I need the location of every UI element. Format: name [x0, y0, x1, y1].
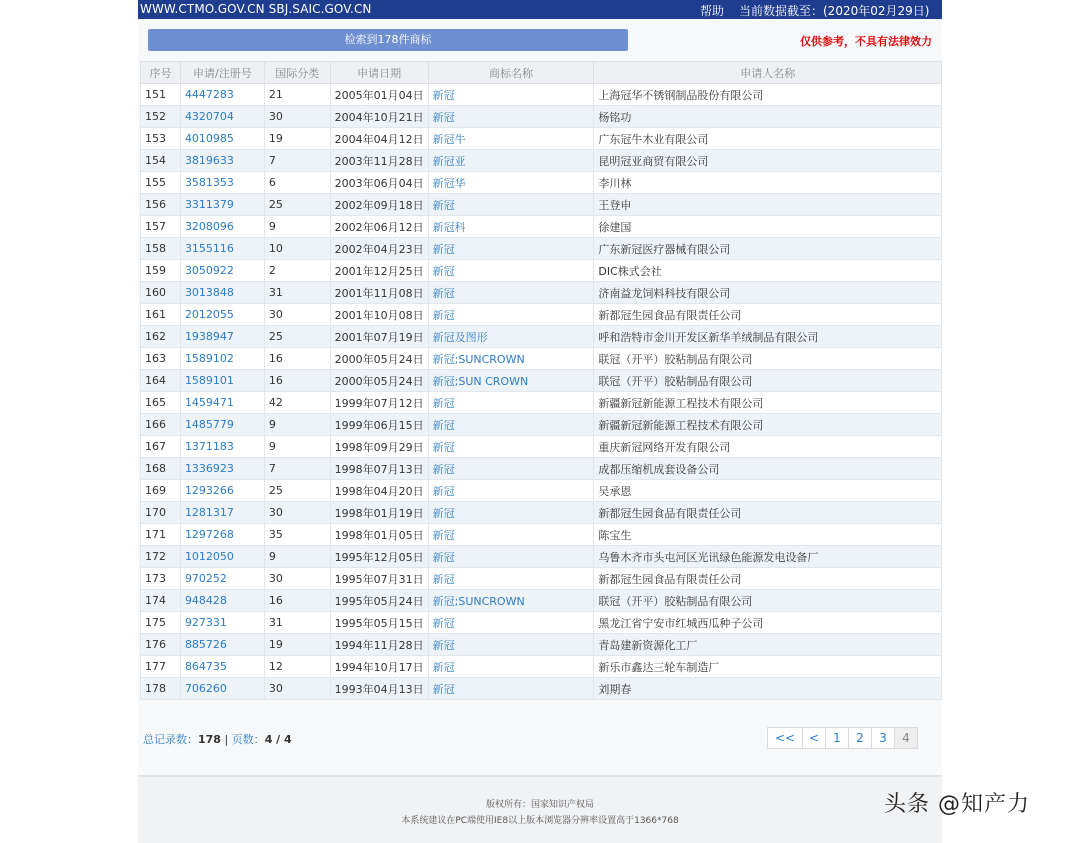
cell-class: 9 — [264, 436, 330, 458]
table-row — [141, 282, 942, 304]
cell-index: 167 — [141, 436, 181, 458]
cell-reg-number[interactable]: 2012055 — [180, 304, 264, 326]
cell-date: 2002年09月18日 — [330, 194, 428, 216]
cell-mark-name[interactable]: 新冠 — [428, 238, 594, 260]
table-row — [141, 304, 942, 326]
cell-date: 1998年07月13日 — [330, 458, 428, 480]
cell-class: 30 — [264, 502, 330, 524]
table-row — [141, 326, 942, 348]
cell-date: 2001年11月08日 — [330, 282, 428, 304]
table-row — [141, 612, 942, 634]
cell-mark-name[interactable]: 新冠科 — [428, 216, 594, 238]
cell-applicant: 济南益龙饲料科技有限公司 — [594, 282, 942, 304]
table-row — [141, 546, 942, 568]
cell-date: 1998年01月05日 — [330, 524, 428, 546]
table-row — [141, 678, 942, 700]
cell-index: 176 — [141, 634, 181, 656]
cell-index: 158 — [141, 238, 181, 260]
cell-index: 161 — [141, 304, 181, 326]
cell-applicant: 上海冠华不锈钢制品股份有限公司 — [594, 84, 942, 106]
table-header-row — [141, 62, 942, 84]
cell-reg-number[interactable]: 948428 — [180, 590, 264, 612]
cell-mark-name[interactable]: 新冠;SUNCROWN — [428, 590, 594, 612]
cell-index: 177 — [141, 656, 181, 678]
cell-mark-name[interactable]: 新冠 — [428, 678, 594, 700]
cell-applicant: 联冠（开平）胶粘制品有限公司 — [594, 590, 942, 612]
page-1-button[interactable]: 1 — [825, 727, 849, 749]
cell-reg-number[interactable]: 706260 — [180, 678, 264, 700]
table-row — [141, 106, 942, 128]
cell-applicant: 新都冠生园食品有限责任公司 — [594, 568, 942, 590]
cell-class: 7 — [264, 458, 330, 480]
column-header-date: 申请日期 — [330, 62, 428, 84]
table-row — [141, 348, 942, 370]
cell-index: 165 — [141, 392, 181, 414]
cell-reg-number[interactable]: 1589102 — [180, 348, 264, 370]
pagination — [768, 727, 918, 749]
footer-copyright: 版权所有：国家知识产权局 — [485, 800, 594, 810]
cell-class: 30 — [264, 106, 330, 128]
cell-mark-name[interactable]: 新冠 — [428, 502, 594, 524]
summary-separator: | — [224, 733, 229, 746]
table-row — [141, 524, 942, 546]
footer — [138, 775, 942, 843]
cell-class: 16 — [264, 590, 330, 612]
cell-mark-name[interactable]: 新冠 — [428, 480, 594, 502]
cell-date: 2000年05月24日 — [330, 348, 428, 370]
cell-date: 2001年10月08日 — [330, 304, 428, 326]
cell-applicant: 重庆新冠网络开发有限公司 — [594, 436, 942, 458]
table-row — [141, 260, 942, 282]
help-link[interactable]: 帮助 — [700, 4, 725, 18]
cell-reg-number[interactable]: 1485779 — [180, 414, 264, 436]
cell-reg-number[interactable]: 3819633 — [180, 150, 264, 172]
cell-mark-name[interactable]: 新冠 — [428, 436, 594, 458]
cell-index: 163 — [141, 348, 181, 370]
cell-date: 2003年06月04日 — [330, 172, 428, 194]
cell-date: 2005年01月04日 — [330, 84, 428, 106]
page-2-button[interactable]: 2 — [848, 727, 872, 749]
cell-index: 154 — [141, 150, 181, 172]
table-row — [141, 436, 942, 458]
cell-applicant: 新疆新冠新能源工程技术有限公司 — [594, 414, 942, 436]
cell-class: 25 — [264, 480, 330, 502]
cell-date: 2003年11月28日 — [330, 150, 428, 172]
cell-class: 21 — [264, 84, 330, 106]
table-row — [141, 502, 942, 524]
result-count-button[interactable]: 检索到178件商标 — [148, 29, 628, 51]
table-row — [141, 194, 942, 216]
cell-reg-number[interactable]: 864735 — [180, 656, 264, 678]
cell-date: 2004年04月12日 — [330, 128, 428, 150]
cell-mark-name[interactable]: 新冠 — [428, 392, 594, 414]
table-row — [141, 150, 942, 172]
cell-class: 2 — [264, 260, 330, 282]
cell-class: 16 — [264, 348, 330, 370]
table-body — [141, 84, 942, 700]
cell-applicant: 王登申 — [594, 194, 942, 216]
cell-date: 1999年06月15日 — [330, 414, 428, 436]
top-bar — [138, 0, 942, 19]
cell-reg-number[interactable]: 3013848 — [180, 282, 264, 304]
cell-mark-name[interactable]: 新冠 — [428, 194, 594, 216]
cell-index: 178 — [141, 678, 181, 700]
cell-date: 2001年07月19日 — [330, 326, 428, 348]
disclaimer-text: 仅供参考，不具有法律效力 — [800, 35, 932, 48]
cell-date: 1998年09月29日 — [330, 436, 428, 458]
table-row — [141, 458, 942, 480]
cell-reg-number[interactable]: 1459471 — [180, 392, 264, 414]
cell-date: 1998年01月19日 — [330, 502, 428, 524]
page-count-label: 页数： — [231, 733, 265, 746]
watermark-logo: 头条 @知产力 — [884, 792, 1030, 817]
cell-class: 42 — [264, 392, 330, 414]
cell-index: 164 — [141, 370, 181, 392]
page-3-button[interactable]: 3 — [871, 727, 895, 749]
first-page-button[interactable]: << — [767, 727, 803, 749]
table-row — [141, 216, 942, 238]
cell-index: 155 — [141, 172, 181, 194]
table-row — [141, 568, 942, 590]
cell-index: 159 — [141, 260, 181, 282]
cell-class: 9 — [264, 216, 330, 238]
cell-class: 31 — [264, 612, 330, 634]
cell-index: 175 — [141, 612, 181, 634]
cell-class: 30 — [264, 568, 330, 590]
cell-applicant: 呼和浩特市金川开发区新华羊绒制品有限公司 — [594, 326, 942, 348]
cell-class: 19 — [264, 634, 330, 656]
cell-date: 1994年10月17日 — [330, 656, 428, 678]
prev-page-button[interactable]: < — [802, 727, 826, 749]
site-url: WWW.CTMO.GOV.CN SBJ.SAIC.GOV.CN — [140, 2, 372, 16]
cell-mark-name[interactable]: 新冠 — [428, 568, 594, 590]
column-header-class: 国际分类 — [264, 62, 330, 84]
total-records-value: 178 — [198, 733, 221, 746]
cell-reg-number[interactable]: 3581353 — [180, 172, 264, 194]
table-row — [141, 84, 942, 106]
cell-mark-name[interactable]: 新冠 — [428, 84, 594, 106]
cell-applicant: 联冠（开平）胶粘制品有限公司 — [594, 348, 942, 370]
cell-mark-name[interactable]: 新冠 — [428, 106, 594, 128]
cell-class: 12 — [264, 656, 330, 678]
cell-class: 6 — [264, 172, 330, 194]
cell-date: 1994年11月28日 — [330, 634, 428, 656]
column-header-index: 序号 — [141, 62, 181, 84]
cell-index: 156 — [141, 194, 181, 216]
cell-applicant: 广东冠牛木业有限公司 — [594, 128, 942, 150]
cell-index: 157 — [141, 216, 181, 238]
cell-date: 1995年07月31日 — [330, 568, 428, 590]
cell-class: 30 — [264, 678, 330, 700]
cell-class: 31 — [264, 282, 330, 304]
cell-class: 35 — [264, 524, 330, 546]
cell-reg-number[interactable]: 4320704 — [180, 106, 264, 128]
cell-applicant: 乌鲁木齐市头屯河区光讯绿色能源发电设备厂 — [594, 546, 942, 568]
cell-applicant: 昆明冠亚商贸有限公司 — [594, 150, 942, 172]
cell-applicant: 新都冠生园食品有限责任公司 — [594, 304, 942, 326]
cell-mark-name[interactable]: 新冠华 — [428, 172, 594, 194]
cell-class: 25 — [264, 326, 330, 348]
cell-date: 2000年05月24日 — [330, 370, 428, 392]
cell-mark-name[interactable]: 新冠 — [428, 546, 594, 568]
cell-reg-number[interactable]: 1281317 — [180, 502, 264, 524]
cell-mark-name[interactable]: 新冠牛 — [428, 128, 594, 150]
cell-reg-number[interactable]: 3311379 — [180, 194, 264, 216]
cell-index: 171 — [141, 524, 181, 546]
cell-date: 1993年04月13日 — [330, 678, 428, 700]
column-header-reg-number: 申请/注册号 — [180, 62, 264, 84]
cell-date: 1995年05月24日 — [330, 590, 428, 612]
cell-reg-number[interactable]: 1293266 — [180, 480, 264, 502]
cell-class: 16 — [264, 370, 330, 392]
cell-date: 2004年10月21日 — [330, 106, 428, 128]
cell-index: 170 — [141, 502, 181, 524]
cell-mark-name[interactable]: 新冠 — [428, 634, 594, 656]
cell-reg-number[interactable]: 1012050 — [180, 546, 264, 568]
cell-applicant: 联冠（开平）胶粘制品有限公司 — [594, 370, 942, 392]
cell-reg-number[interactable]: 4447283 — [180, 84, 264, 106]
cell-reg-number[interactable]: 1336923 — [180, 458, 264, 480]
cell-reg-number[interactable]: 885726 — [180, 634, 264, 656]
cell-reg-number[interactable]: 927331 — [180, 612, 264, 634]
cell-reg-number[interactable]: 1297268 — [180, 524, 264, 546]
cell-applicant: 新乐市鑫达三轮车制造厂 — [594, 656, 942, 678]
table-row — [141, 414, 942, 436]
cell-applicant: 李川林 — [594, 172, 942, 194]
cell-reg-number[interactable]: 3208096 — [180, 216, 264, 238]
cell-mark-name[interactable]: 新冠;SUN CROWN — [428, 370, 594, 392]
column-header-mark-name: 商标名称 — [428, 62, 594, 84]
cell-reg-number[interactable]: 3050922 — [180, 260, 264, 282]
cell-mark-name[interactable]: 新冠 — [428, 304, 594, 326]
cell-applicant: 陈宝生 — [594, 524, 942, 546]
cell-reg-number[interactable]: 1371183 — [180, 436, 264, 458]
cell-mark-name[interactable]: 新冠 — [428, 458, 594, 480]
page-count-value: 4 / 4 — [264, 733, 292, 746]
record-summary — [143, 731, 292, 747]
table-row — [141, 590, 942, 612]
cell-applicant: 成都压缩机成套设备公司 — [594, 458, 942, 480]
table-row — [141, 634, 942, 656]
cell-reg-number[interactable]: 4010985 — [180, 128, 264, 150]
cell-date: 2001年12月25日 — [330, 260, 428, 282]
cell-index: 152 — [141, 106, 181, 128]
column-header-applicant: 申请人名称 — [594, 62, 942, 84]
cell-index: 168 — [141, 458, 181, 480]
table-row — [141, 370, 942, 392]
cell-class: 7 — [264, 150, 330, 172]
cell-applicant: 黑龙江省宁安市红城西瓜种子公司 — [594, 612, 942, 634]
cell-index: 172 — [141, 546, 181, 568]
cell-date: 1999年07月12日 — [330, 392, 428, 414]
footer-browser-note: 本系统建议在PC端使用IE8以上版本浏览器分辨率设置高于1366*768 — [401, 816, 679, 826]
cell-index: 151 — [141, 84, 181, 106]
cell-class: 10 — [264, 238, 330, 260]
cell-mark-name[interactable]: 新冠;SUNCROWN — [428, 348, 594, 370]
cell-reg-number[interactable]: 3155116 — [180, 238, 264, 260]
cell-mark-name[interactable]: 新冠 — [428, 414, 594, 436]
cell-applicant: 广东新冠医疗器械有限公司 — [594, 238, 942, 260]
cell-class: 25 — [264, 194, 330, 216]
table-row — [141, 172, 942, 194]
table-row — [141, 238, 942, 260]
cell-applicant: DIC株式会社 — [594, 260, 942, 282]
cell-index: 173 — [141, 568, 181, 590]
results-panel — [138, 19, 942, 775]
cell-class: 9 — [264, 546, 330, 568]
cell-date: 1995年05月15日 — [330, 612, 428, 634]
cell-applicant: 杨铭功 — [594, 106, 942, 128]
total-records-label: 总记录数： — [143, 733, 198, 746]
cell-mark-name[interactable]: 新冠 — [428, 282, 594, 304]
cell-applicant: 青岛建新资源化工厂 — [594, 634, 942, 656]
cell-mark-name[interactable]: 新冠 — [428, 524, 594, 546]
cell-date: 1998年04月20日 — [330, 480, 428, 502]
cell-reg-number[interactable]: 1938947 — [180, 326, 264, 348]
cell-applicant: 新都冠生园食品有限责任公司 — [594, 502, 942, 524]
table-row — [141, 656, 942, 678]
cell-class: 30 — [264, 304, 330, 326]
page-4-button[interactable]: 4 — [894, 727, 918, 749]
cell-mark-name[interactable]: 新冠 — [428, 656, 594, 678]
cell-class: 9 — [264, 414, 330, 436]
cell-reg-number[interactable]: 1589101 — [180, 370, 264, 392]
cell-index: 174 — [141, 590, 181, 612]
cell-mark-name[interactable]: 新冠亚 — [428, 150, 594, 172]
cell-index: 169 — [141, 480, 181, 502]
data-date-label: 当前数据截至：(2020年02月29日) — [739, 4, 930, 18]
cell-index: 160 — [141, 282, 181, 304]
cell-date: 2002年06月12日 — [330, 216, 428, 238]
results-table — [140, 61, 942, 700]
cell-date: 2002年04月23日 — [330, 238, 428, 260]
cell-applicant: 吴承恩 — [594, 480, 942, 502]
cell-index: 162 — [141, 326, 181, 348]
cell-applicant: 新疆新冠新能源工程技术有限公司 — [594, 392, 942, 414]
table-row — [141, 392, 942, 414]
table-row — [141, 128, 942, 150]
cell-applicant: 刘期春 — [594, 678, 942, 700]
cell-applicant: 徐建国 — [594, 216, 942, 238]
cell-index: 166 — [141, 414, 181, 436]
cell-mark-name[interactable]: 新冠 — [428, 260, 594, 282]
cell-class: 19 — [264, 128, 330, 150]
table-row — [141, 480, 942, 502]
cell-mark-name[interactable]: 新冠 — [428, 612, 594, 634]
cell-date: 1995年12月05日 — [330, 546, 428, 568]
cell-reg-number[interactable]: 970252 — [180, 568, 264, 590]
cell-index: 153 — [141, 128, 181, 150]
cell-mark-name[interactable]: 新冠及图形 — [428, 326, 594, 348]
